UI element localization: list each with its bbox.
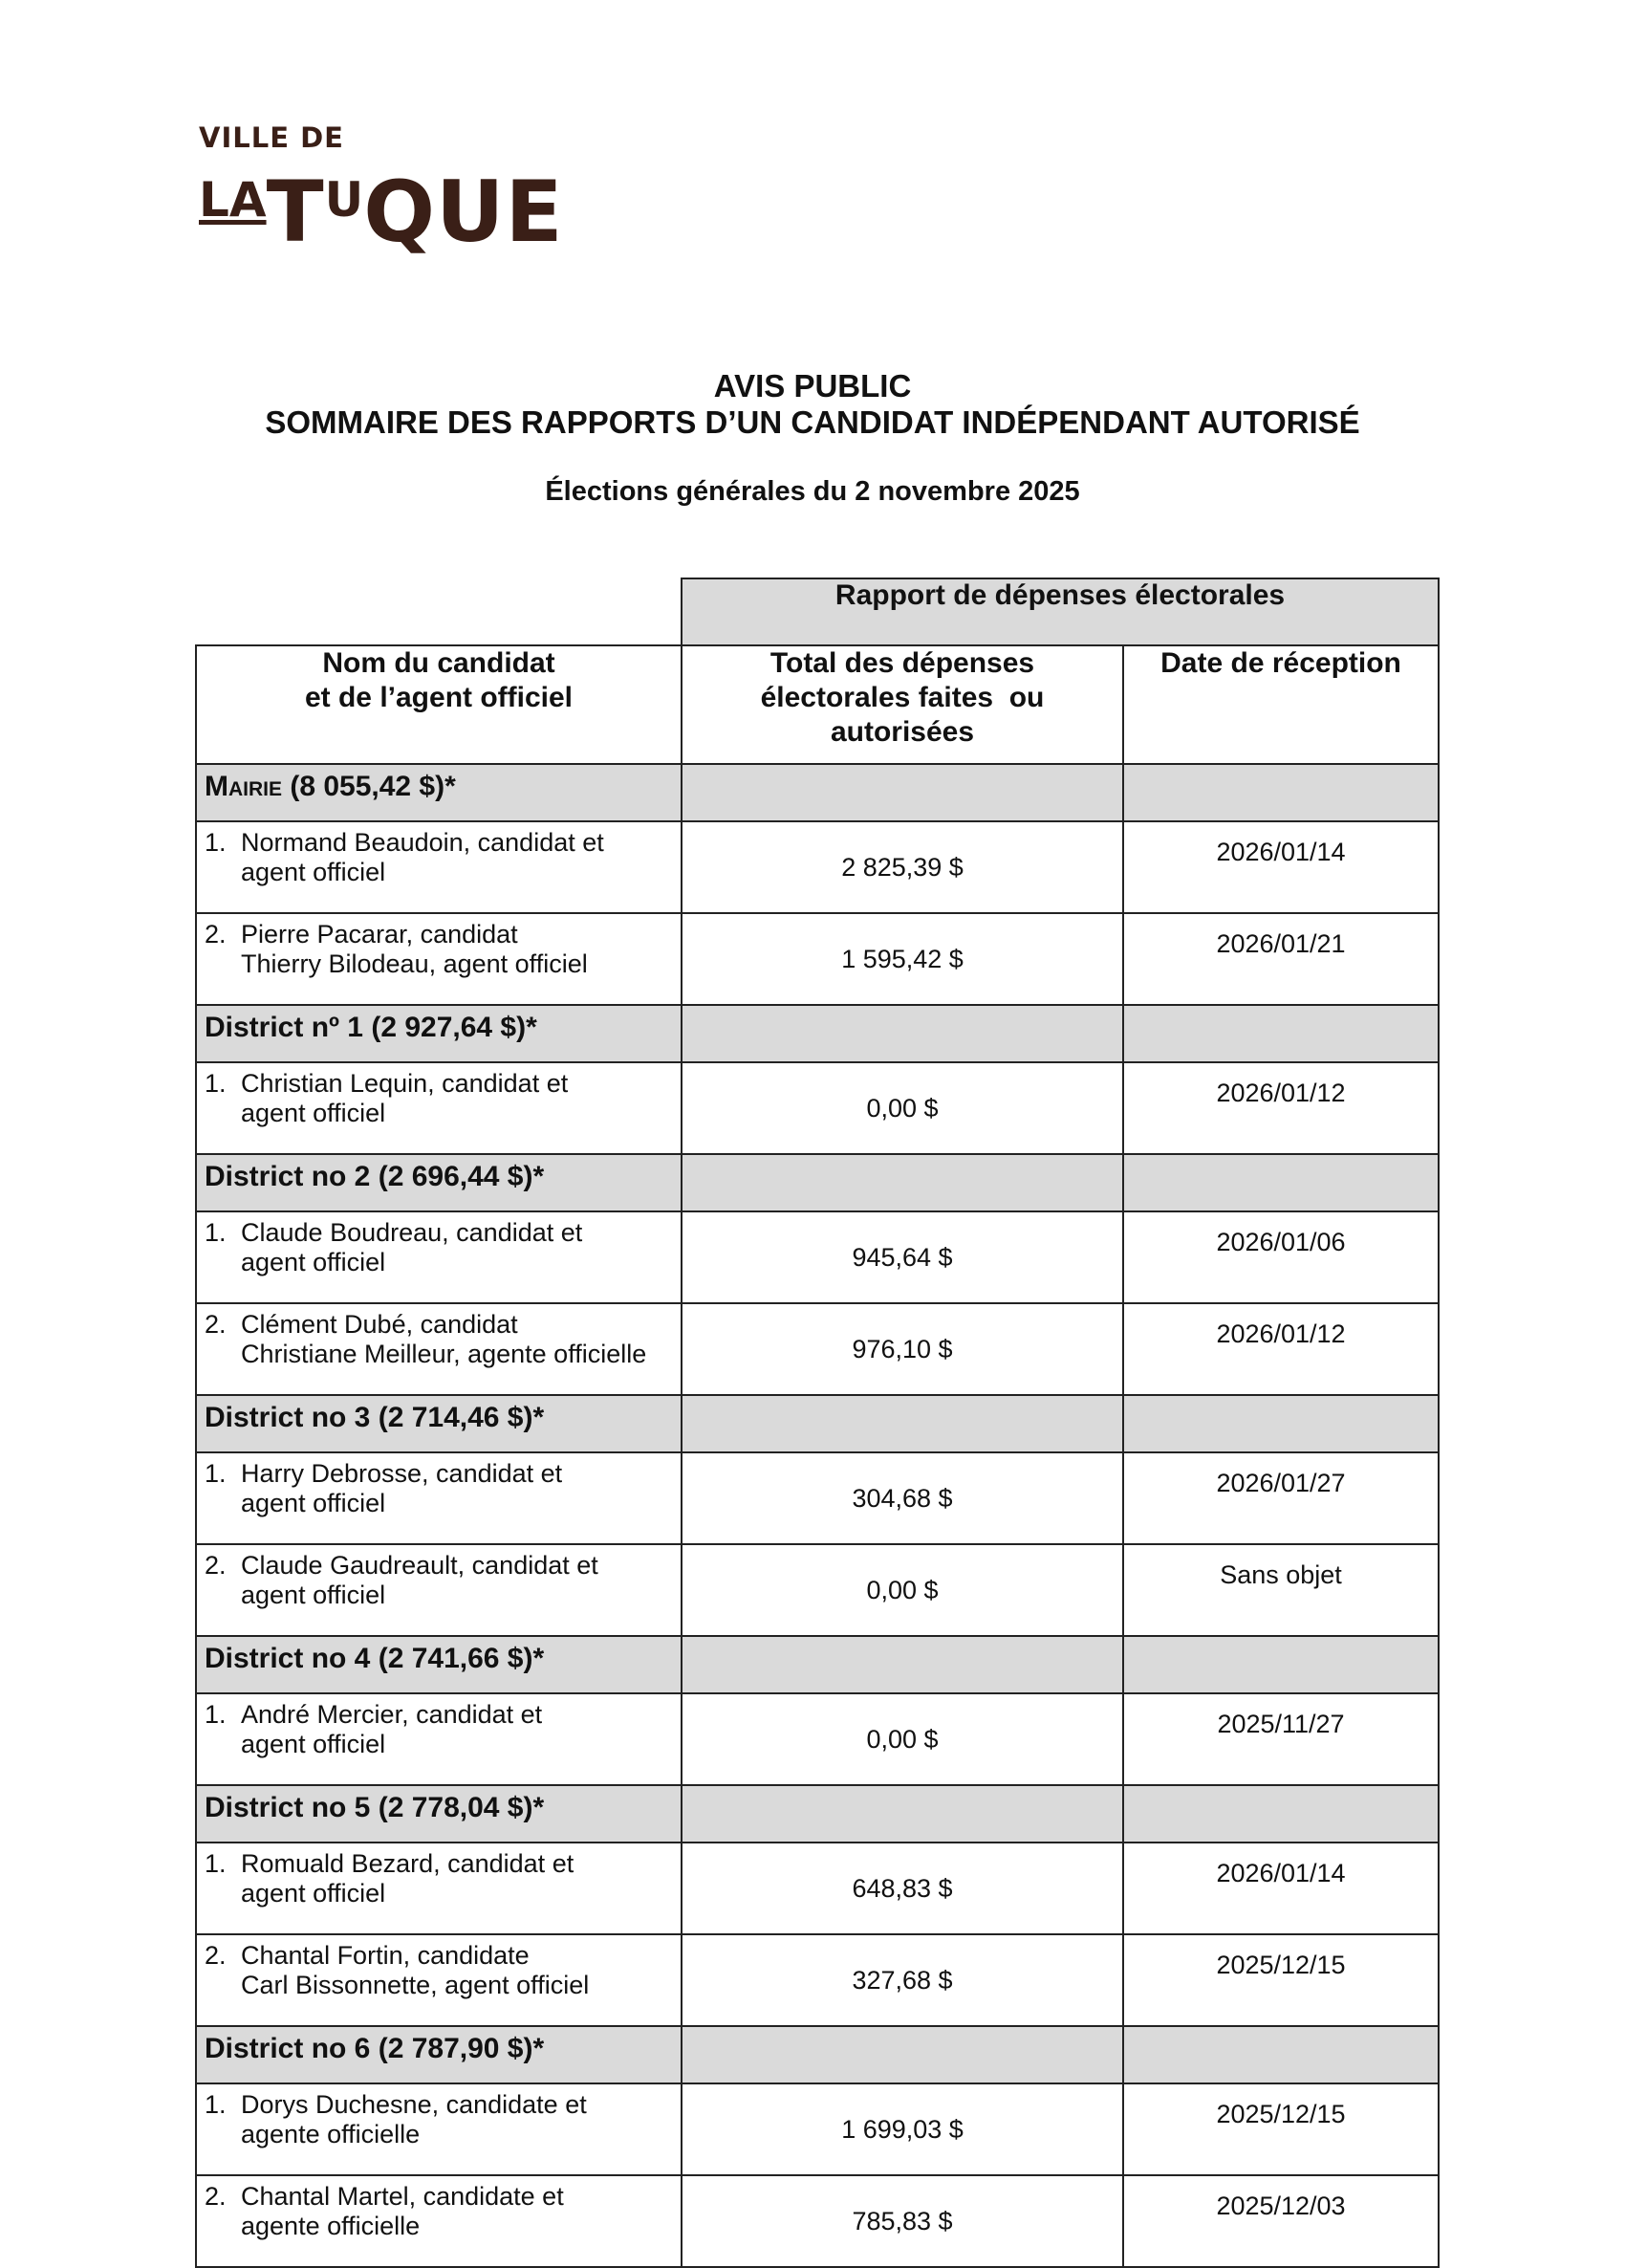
- candidate-name-line1: Romuald Bezard, candidat et: [241, 1849, 574, 1878]
- candidate-name-line2: agent officiel: [241, 1730, 386, 1758]
- section-empty-cell: [1123, 1785, 1439, 1843]
- expense-amount: 785,83 $: [682, 2175, 1123, 2267]
- candidate-number: 2.: [205, 920, 227, 949]
- table-row: [196, 2175, 1439, 2267]
- candidate-item: [205, 1069, 673, 1128]
- section-row: [196, 764, 1439, 821]
- table-row: [196, 1934, 1439, 2026]
- candidate-text: [241, 1459, 562, 1518]
- table-body: [196, 764, 1439, 2267]
- candidate-text: [241, 1218, 582, 1277]
- candidate-cell: [196, 1693, 682, 1785]
- reception-date: 2026/01/21: [1123, 913, 1439, 1005]
- reception-date: 2026/01/06: [1123, 1211, 1439, 1303]
- section-label: District no 6 (2 787,90 $)*: [196, 2026, 682, 2083]
- candidate-item: [205, 920, 673, 979]
- candidate-cell: [196, 2175, 682, 2267]
- section-empty-cell: [1123, 1395, 1439, 1452]
- city-logo: [199, 121, 564, 261]
- section-row: [196, 1005, 1439, 1062]
- header-blank-cell: [196, 578, 682, 645]
- candidate-name-line2: agent officiel: [241, 1489, 386, 1517]
- candidate-number: 2.: [205, 1310, 227, 1339]
- candidate-cell: [196, 1452, 682, 1544]
- candidate-cell: [196, 1062, 682, 1154]
- candidate-name-line1: Clément Dubé, candidat: [241, 1310, 518, 1339]
- candidate-number: 1.: [205, 1700, 227, 1729]
- candidate-text: [241, 1551, 598, 1610]
- table-row: [196, 1062, 1439, 1154]
- section-row: [196, 1395, 1439, 1452]
- section-empty-cell: [1123, 764, 1439, 821]
- section-label: District no 3 (2 714,46 $)*: [196, 1395, 682, 1452]
- candidate-name-line1: Normand Beaudoin, candidat et: [241, 828, 604, 857]
- candidate-item: [205, 828, 673, 887]
- section-empty-cell: [682, 764, 1123, 821]
- candidate-number: 2.: [205, 1941, 227, 1970]
- election-date: Élections générales du 2 novembre 2025: [545, 476, 1080, 507]
- col-header-date: Date de réception: [1123, 645, 1439, 764]
- expense-amount: 945,64 $: [682, 1211, 1123, 1303]
- candidate-name-line1: Christian Lequin, candidat et: [241, 1069, 569, 1098]
- candidate-text: [241, 2090, 587, 2149]
- section-empty-cell: [1123, 1005, 1439, 1062]
- candidate-item: [205, 1849, 673, 1908]
- reception-date: 2026/01/12: [1123, 1303, 1439, 1395]
- candidate-text: [241, 1941, 589, 2000]
- section-row: [196, 1636, 1439, 1693]
- candidate-cell: [196, 821, 682, 913]
- candidate-number: 2.: [205, 2182, 227, 2211]
- expense-amount: 1 699,03 $: [682, 2083, 1123, 2175]
- candidate-name-line1: Claude Boudreau, candidat et: [241, 1218, 583, 1247]
- candidate-cell: [196, 1934, 682, 2026]
- candidate-name-line1: Chantal Martel, candidate et: [241, 2182, 564, 2211]
- section-label: District no 2 (2 696,44 $)*: [196, 1154, 682, 1211]
- candidate-number: 1.: [205, 1459, 227, 1488]
- candidate-name-line2: Carl Bissonnette, agent officiel: [241, 1971, 590, 1999]
- col-header-name: Nom du candidat et de l’agent officiel: [196, 645, 682, 764]
- page-subtitle: SOMMAIRE DES RAPPORTS D’UN CANDIDAT INDÉPENDANT AUTORISÉ: [265, 404, 1360, 440]
- candidate-name-line1: Claude Gaudreault, candidat et: [241, 1551, 598, 1580]
- candidate-name-line1: Pierre Pacarar, candidat: [241, 920, 518, 949]
- table-row: [196, 1452, 1439, 1544]
- table-row: [196, 913, 1439, 1005]
- candidate-name-line1: Harry Debrosse, candidat et: [241, 1459, 563, 1488]
- table-row: [196, 1693, 1439, 1785]
- logo-line1: VILLE DE: [199, 121, 344, 154]
- candidate-name-line2: Christiane Meilleur, agente officielle: [241, 1340, 647, 1368]
- section-empty-cell: [682, 1154, 1123, 1211]
- candidate-name-line1: Chantal Fortin, candidate: [241, 1941, 530, 1970]
- expense-amount: 0,00 $: [682, 1544, 1123, 1636]
- candidate-text: [241, 1700, 542, 1759]
- expense-amount: 304,68 $: [682, 1452, 1123, 1544]
- table-row: [196, 1303, 1439, 1395]
- expense-report-table: [195, 578, 1440, 2268]
- reception-date: 2026/01/27: [1123, 1452, 1439, 1544]
- section-empty-cell: [682, 2026, 1123, 2083]
- reception-date: 2025/12/15: [1123, 1934, 1439, 2026]
- expense-amount: 976,10 $: [682, 1303, 1123, 1395]
- candidate-item: [205, 2090, 673, 2149]
- section-empty-cell: [682, 1636, 1123, 1693]
- candidate-number: 2.: [205, 1551, 227, 1580]
- reception-date: Sans objet: [1123, 1544, 1439, 1636]
- candidate-item: [205, 1459, 673, 1518]
- expense-amount: 0,00 $: [682, 1062, 1123, 1154]
- candidate-name-line2: agent officiel: [241, 1248, 386, 1276]
- expense-amount: 648,83 $: [682, 1843, 1123, 1934]
- candidate-cell: [196, 1544, 682, 1636]
- candidate-cell: [196, 1303, 682, 1395]
- candidate-name-line1: André Mercier, candidat et: [241, 1700, 543, 1729]
- candidate-text: [241, 2182, 564, 2241]
- candidate-item: [205, 1551, 673, 1610]
- candidate-cell: [196, 1843, 682, 1934]
- candidate-item: [205, 1310, 673, 1369]
- candidate-name-line1: Dorys Duchesne, candidate et: [241, 2090, 587, 2119]
- candidate-name-line2: agent officiel: [241, 1099, 386, 1127]
- candidate-cell: [196, 1211, 682, 1303]
- group-header: Rapport de dépenses électorales: [682, 578, 1439, 645]
- col-header-total: Total des dépenses électorales faites ou autorisées: [682, 645, 1123, 764]
- section-label: District nº 1 (2 927,64 $)*: [196, 1005, 682, 1062]
- candidate-name-line2: agente officielle: [241, 2120, 421, 2148]
- candidate-number: 1.: [205, 1069, 227, 1098]
- candidate-number: 1.: [205, 1218, 227, 1247]
- reception-date: 2025/11/27: [1123, 1693, 1439, 1785]
- expense-amount: 1 595,42 $: [682, 913, 1123, 1005]
- candidate-text: [241, 920, 588, 979]
- candidate-number: 1.: [205, 1849, 227, 1878]
- candidate-item: [205, 1941, 673, 2000]
- reception-date: 2026/01/14: [1123, 1843, 1439, 1934]
- section-empty-cell: [1123, 1154, 1439, 1211]
- candidate-name-line2: agent officiel: [241, 858, 386, 886]
- candidate-number: 1.: [205, 2090, 227, 2119]
- page-title: AVIS PUBLIC: [713, 368, 912, 403]
- candidate-text: [241, 1310, 646, 1369]
- candidate-item: [205, 2182, 673, 2241]
- reception-date: 2025/12/15: [1123, 2083, 1439, 2175]
- table-row: [196, 1843, 1439, 1934]
- candidate-item: [205, 1700, 673, 1759]
- candidate-text: [241, 828, 604, 887]
- table-row: [196, 1211, 1439, 1303]
- section-label: Mairie (8 055,42 $)*: [196, 764, 682, 821]
- section-empty-cell: [682, 1395, 1123, 1452]
- section-empty-cell: [682, 1005, 1123, 1062]
- logo-line2: $^{LA}T^UQUE$: [199, 163, 564, 261]
- reception-date: 2025/12/03: [1123, 2175, 1439, 2267]
- section-label: District no 4 (2 741,66 $)*: [196, 1636, 682, 1693]
- section-row: [196, 2026, 1439, 2083]
- expense-amount: 0,00 $: [682, 1693, 1123, 1785]
- reception-date: 2026/01/14: [1123, 821, 1439, 913]
- section-empty-cell: [1123, 1636, 1439, 1693]
- table-row: [196, 2083, 1439, 2175]
- candidate-text: [241, 1849, 574, 1908]
- table-row: [196, 1544, 1439, 1636]
- candidate-name-line2: Thierry Bilodeau, agent officiel: [241, 949, 588, 978]
- section-label: District no 5 (2 778,04 $)*: [196, 1785, 682, 1843]
- candidate-cell: [196, 2083, 682, 2175]
- section-empty-cell: [1123, 2026, 1439, 2083]
- expense-amount: 327,68 $: [682, 1934, 1123, 2026]
- section-empty-cell: [682, 1785, 1123, 1843]
- reception-date: 2026/01/12: [1123, 1062, 1439, 1154]
- candidate-item: [205, 1218, 673, 1277]
- candidate-cell: [196, 913, 682, 1005]
- candidate-name-line2: agent officiel: [241, 1879, 386, 1908]
- candidate-name-line2: agente officielle: [241, 2212, 421, 2240]
- table-row: [196, 821, 1439, 913]
- candidate-text: [241, 1069, 568, 1128]
- section-row: [196, 1785, 1439, 1843]
- expense-amount: 2 825,39 $: [682, 821, 1123, 913]
- candidate-name-line2: agent officiel: [241, 1581, 386, 1609]
- candidate-number: 1.: [205, 828, 227, 857]
- section-row: [196, 1154, 1439, 1211]
